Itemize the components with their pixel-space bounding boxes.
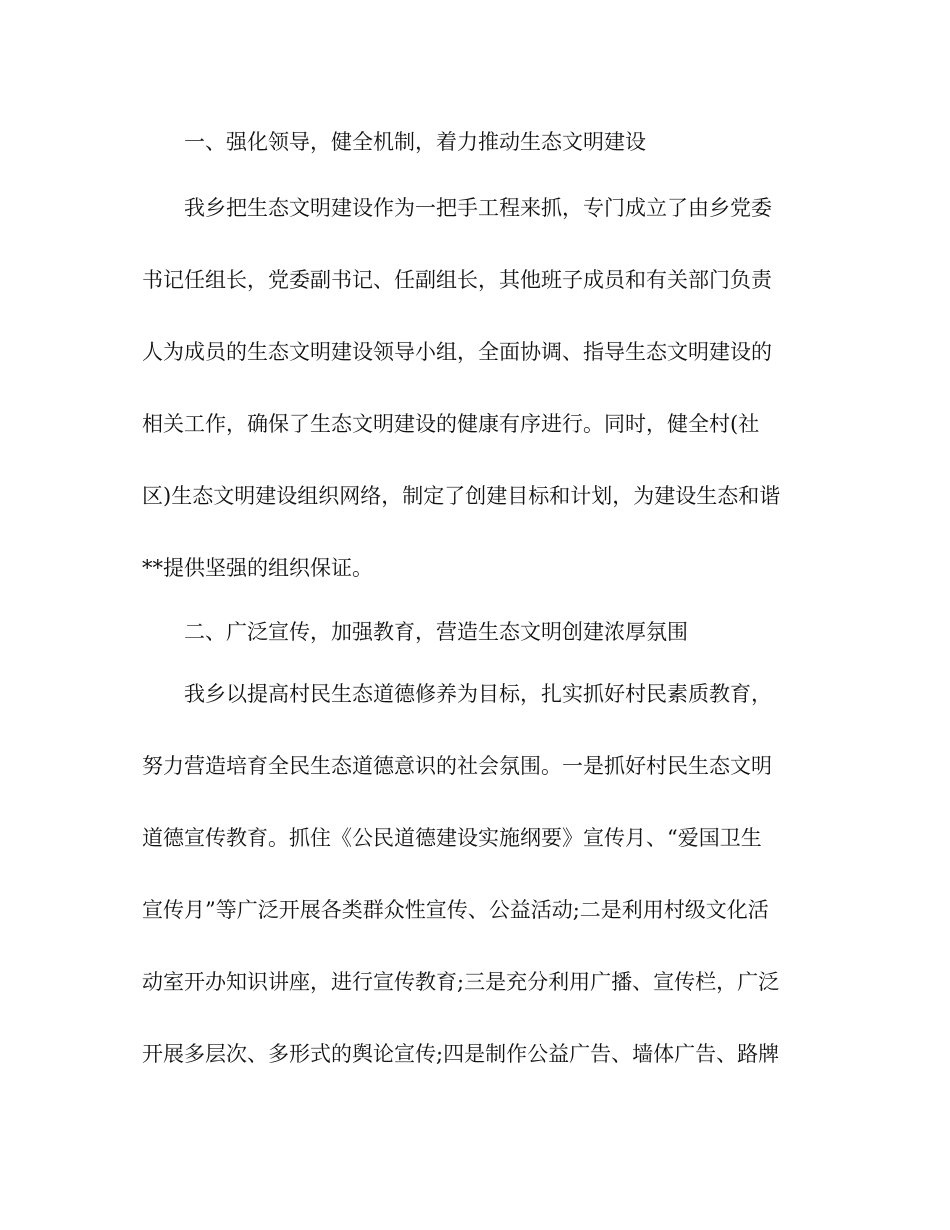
paragraph-1-line-2: 书记任组长，党委副书记、任副组长，其他班子成员和有关部门负责 <box>142 268 772 292</box>
paragraph-2-line-1: 我乡以提高村民生态道德修养为目标，扎实抓好村民素质教育， <box>184 682 772 706</box>
section-heading-1: 一、强化领导，健全机制，着力推动生态文明建设 <box>184 130 646 154</box>
paragraph-1-line-5: 区)生态文明建设组织网络，制定了创建目标和计划，为建设生态和谐 <box>142 484 781 508</box>
paragraph-1-line-6: **提供坚强的组织保证。 <box>142 556 373 580</box>
paragraph-2-line-5: 动室开办知识讲座，进行宣传教育;三是充分利用广播、宣传栏，广泛 <box>142 970 780 994</box>
paragraph-1-line-1: 我乡把生态文明建设作为一把手工程来抓，专门成立了由乡党委 <box>184 196 772 220</box>
paragraph-2-line-4: 宣传月”等广泛开展各类群众性宣传、公益活动;二是利用村级文化活 <box>142 898 769 922</box>
paragraph-2-line-2: 努力营造培育全民生态道德意识的社会氛围。一是抓好村民生态文明 <box>142 754 772 778</box>
paragraph-2-line-6: 开展多层次、多形式的舆论宣传;四是制作公益广告、墙体广告、路牌 <box>142 1042 780 1066</box>
paragraph-2-line-3: 道德宣传教育。抓住《公民道德建设实施纲要》宣传月、“爱国卫生 <box>142 826 762 850</box>
paragraph-1-line-3: 人为成员的生态文明建设领导小组，全面协调、指导生态文明建设的 <box>142 340 772 364</box>
section-heading-2: 二、广泛宣传，加强教育，营造生态文明创建浓厚氛围 <box>184 620 688 644</box>
paragraph-1-line-4: 相关工作，确保了生态文明建设的健康有序进行。同时，健全村(社 <box>142 412 760 436</box>
